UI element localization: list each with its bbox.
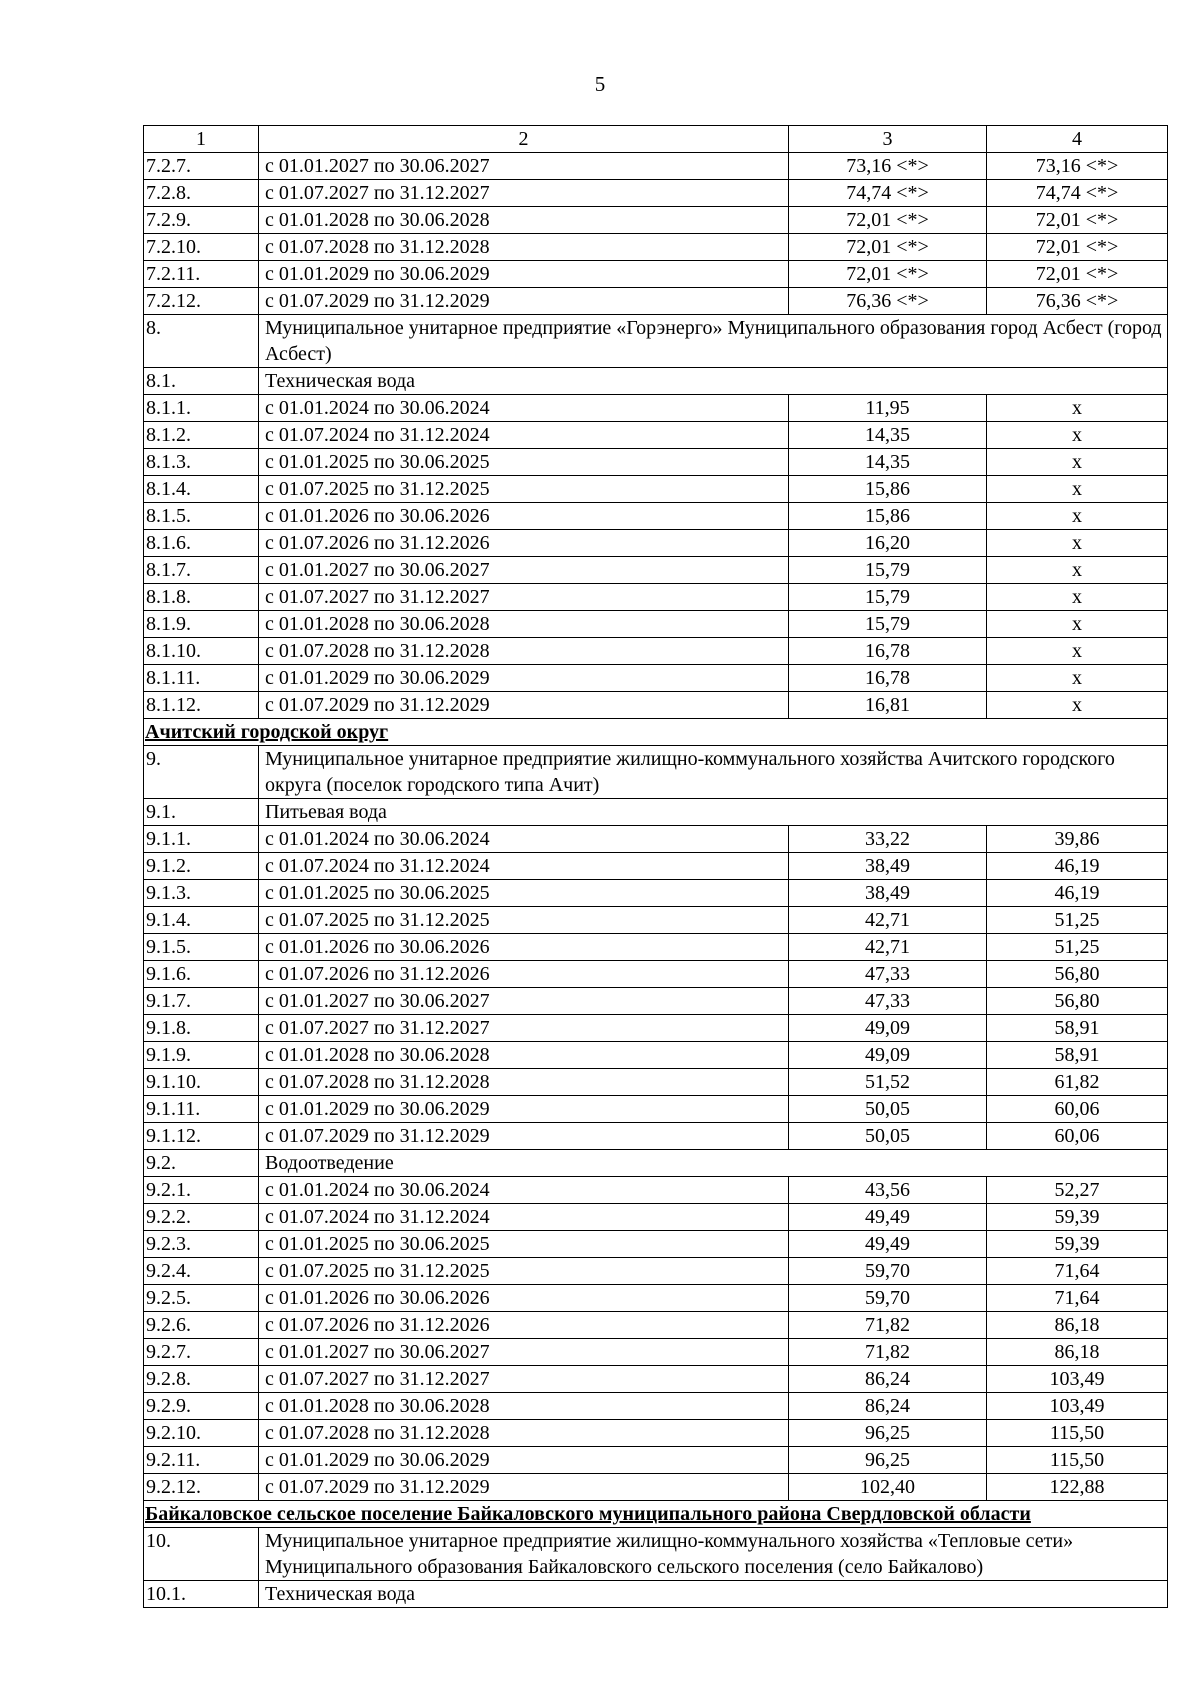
service-row (144, 799, 1168, 826)
tariff-vat-value-cell: 86,18 (987, 1312, 1168, 1339)
table-row (144, 288, 1168, 315)
service-name-cell: Техническая вода (259, 368, 1168, 395)
period-cell: с 01.01.2029 по 30.06.2029 (259, 1447, 789, 1474)
organization-row (144, 1528, 1168, 1581)
tariff-value-cell: 14,35 (789, 422, 987, 449)
tariff-vat-value-cell: х (987, 557, 1168, 584)
tariff-value-cell: 42,71 (789, 934, 987, 961)
row-number-cell: 9.1.4. (144, 907, 259, 934)
row-number-cell: 8.1.8. (144, 584, 259, 611)
service-row (144, 1150, 1168, 1177)
table-row (144, 961, 1168, 988)
row-number-cell: 7.2.10. (144, 234, 259, 261)
tariff-vat-value-cell: х (987, 692, 1168, 719)
tariff-vat-value-cell: 103,49 (987, 1366, 1168, 1393)
period-cell: с 01.07.2024 по 31.12.2024 (259, 422, 789, 449)
tariff-vat-value-cell: 58,91 (987, 1042, 1168, 1069)
tariff-vat-value-cell: 74,74 <*> (987, 180, 1168, 207)
period-cell: с 01.01.2025 по 30.06.2025 (259, 880, 789, 907)
row-number-cell: 8.1.3. (144, 449, 259, 476)
service-row (144, 368, 1168, 395)
tariff-value-cell: 38,49 (789, 880, 987, 907)
table-row (144, 1042, 1168, 1069)
table-row (144, 261, 1168, 288)
section-row (144, 1501, 1168, 1528)
tariff-table (143, 125, 1168, 1608)
tariff-vat-value-cell: х (987, 449, 1168, 476)
period-cell: с 01.01.2027 по 30.06.2027 (259, 988, 789, 1015)
tariff-vat-value-cell: х (987, 665, 1168, 692)
period-cell: с 01.01.2024 по 30.06.2024 (259, 826, 789, 853)
row-number-cell: 7.2.9. (144, 207, 259, 234)
tariff-vat-value-cell: 72,01 <*> (987, 234, 1168, 261)
period-cell: с 01.01.2024 по 30.06.2024 (259, 395, 789, 422)
table-row (144, 557, 1168, 584)
table-row (144, 1231, 1168, 1258)
tariff-value-cell: 16,81 (789, 692, 987, 719)
row-number-cell: 9. (144, 746, 259, 799)
table-row (144, 1123, 1168, 1150)
tariff-vat-value-cell: 76,36 <*> (987, 288, 1168, 315)
table-row (144, 153, 1168, 180)
row-number-cell: 9.1.9. (144, 1042, 259, 1069)
period-cell: с 01.01.2027 по 30.06.2027 (259, 1339, 789, 1366)
tariff-vat-value-cell: 59,39 (987, 1231, 1168, 1258)
row-number-cell: 8.1.5. (144, 503, 259, 530)
table-row (144, 853, 1168, 880)
row-number-cell: 8.1.6. (144, 530, 259, 557)
row-number-cell: 10.1. (144, 1581, 259, 1608)
table-row (144, 934, 1168, 961)
row-number-cell: 8.1.7. (144, 557, 259, 584)
row-number-cell: 9.1. (144, 799, 259, 826)
tariff-value-cell: 38,49 (789, 853, 987, 880)
period-cell: с 01.07.2026 по 31.12.2026 (259, 961, 789, 988)
row-number-cell: 8.1.1. (144, 395, 259, 422)
row-number-cell: 9.2.6. (144, 1312, 259, 1339)
period-cell: с 01.01.2029 по 30.06.2029 (259, 261, 789, 288)
tariff-value-cell: 72,01 <*> (789, 207, 987, 234)
table-row (144, 1177, 1168, 1204)
period-cell: с 01.07.2026 по 31.12.2026 (259, 1312, 789, 1339)
row-number-cell: 9.2.8. (144, 1366, 259, 1393)
tariff-value-cell: 76,36 <*> (789, 288, 987, 315)
tariff-vat-value-cell: х (987, 584, 1168, 611)
organization-row (144, 746, 1168, 799)
row-number-cell: 7.2.7. (144, 153, 259, 180)
row-number-cell: 8.1.11. (144, 665, 259, 692)
tariff-vat-value-cell: 51,25 (987, 907, 1168, 934)
table-row (144, 1312, 1168, 1339)
row-number-cell: 8.1.2. (144, 422, 259, 449)
tariff-value-cell: 50,05 (789, 1096, 987, 1123)
tariff-value-cell: 42,71 (789, 907, 987, 934)
page-number: 5 (594, 72, 606, 96)
period-cell: с 01.07.2028 по 31.12.2028 (259, 234, 789, 261)
table-row (144, 476, 1168, 503)
row-number-cell: 9.1.6. (144, 961, 259, 988)
table-row (144, 207, 1168, 234)
row-number-cell: 9.1.7. (144, 988, 259, 1015)
tariff-vat-value-cell: 72,01 <*> (987, 207, 1168, 234)
tariff-value-cell: 102,40 (789, 1474, 987, 1501)
tariff-value-cell: 49,09 (789, 1015, 987, 1042)
tariff-vat-value-cell: 115,50 (987, 1447, 1168, 1474)
period-cell: с 01.07.2027 по 31.12.2027 (259, 1366, 789, 1393)
tariff-vat-value-cell: 59,39 (987, 1204, 1168, 1231)
tariff-vat-value-cell: 103,49 (987, 1393, 1168, 1420)
row-number-cell: 7.2.11. (144, 261, 259, 288)
row-number-cell: 9.1.2. (144, 853, 259, 880)
row-number-cell: 9.1.8. (144, 1015, 259, 1042)
section-title-cell: Байкаловское сельское поселение Байкаловского муниципального района Свердловской области (144, 1501, 1168, 1528)
organization-name-cell: Муниципальное унитарное предприятие жилищно-коммунального хозяйства «Тепловые сети» Муниципального образования Байкаловского сельского поселения (село Байкалово) (259, 1528, 1168, 1581)
period-cell: с 01.07.2028 по 31.12.2028 (259, 638, 789, 665)
table-row (144, 826, 1168, 853)
tariff-vat-value-cell: 46,19 (987, 880, 1168, 907)
table-row (144, 988, 1168, 1015)
tariff-value-cell: 49,49 (789, 1231, 987, 1258)
period-cell: с 01.07.2029 по 31.12.2029 (259, 1474, 789, 1501)
table-row (144, 1420, 1168, 1447)
tariff-vat-value-cell: х (987, 395, 1168, 422)
section-row (144, 719, 1168, 746)
period-cell: с 01.07.2026 по 31.12.2026 (259, 530, 789, 557)
period-cell: с 01.07.2028 по 31.12.2028 (259, 1420, 789, 1447)
row-number-cell: 7.2.12. (144, 288, 259, 315)
period-cell: с 01.01.2027 по 30.06.2027 (259, 153, 789, 180)
table-row (144, 1393, 1168, 1420)
row-number-cell: 8. (144, 315, 259, 368)
period-cell: с 01.07.2024 по 31.12.2024 (259, 1204, 789, 1231)
table-row (144, 1285, 1168, 1312)
tariff-vat-value-cell: 61,82 (987, 1069, 1168, 1096)
tariff-value-cell: 16,20 (789, 530, 987, 557)
tariff-vat-value-cell: х (987, 638, 1168, 665)
tariff-value-cell: 15,79 (789, 557, 987, 584)
tariff-value-cell: 49,09 (789, 1042, 987, 1069)
period-cell: с 01.07.2025 по 31.12.2025 (259, 476, 789, 503)
tariff-vat-value-cell: 115,50 (987, 1420, 1168, 1447)
table-row (144, 665, 1168, 692)
tariff-value-cell: 59,70 (789, 1258, 987, 1285)
period-cell: с 01.07.2027 по 31.12.2027 (259, 1015, 789, 1042)
tariff-vat-value-cell: 46,19 (987, 853, 1168, 880)
row-number-cell: 9.2.10. (144, 1420, 259, 1447)
tariff-vat-value-cell: 51,25 (987, 934, 1168, 961)
tariff-vat-value-cell: 60,06 (987, 1123, 1168, 1150)
service-name-cell: Питьевая вода (259, 799, 1168, 826)
period-cell: с 01.07.2025 по 31.12.2025 (259, 907, 789, 934)
tariff-vat-value-cell: х (987, 611, 1168, 638)
period-cell: с 01.01.2028 по 30.06.2028 (259, 207, 789, 234)
table-row (144, 1474, 1168, 1501)
row-number-cell: 9.2.3. (144, 1231, 259, 1258)
tariff-value-cell: 15,79 (789, 611, 987, 638)
service-name-cell: Техническая вода (259, 1581, 1168, 1608)
row-number-cell: 9.1.5. (144, 934, 259, 961)
row-number-cell: 9.2.2. (144, 1204, 259, 1231)
table-row (144, 611, 1168, 638)
table-row (144, 530, 1168, 557)
period-cell: с 01.07.2027 по 31.12.2027 (259, 584, 789, 611)
tariff-value-cell: 16,78 (789, 665, 987, 692)
tariff-value-cell: 49,49 (789, 1204, 987, 1231)
row-number-cell: 9.1.11. (144, 1096, 259, 1123)
tariff-vat-value-cell: х (987, 476, 1168, 503)
tariff-value-cell: 11,95 (789, 395, 987, 422)
table-row (144, 395, 1168, 422)
period-cell: с 01.01.2027 по 30.06.2027 (259, 557, 789, 584)
row-number-cell: 9.2.11. (144, 1447, 259, 1474)
tariff-value-cell: 96,25 (789, 1447, 987, 1474)
table-row (144, 234, 1168, 261)
period-cell: с 01.01.2028 по 30.06.2028 (259, 1042, 789, 1069)
tariff-value-cell: 15,86 (789, 476, 987, 503)
tariff-vat-value-cell: 73,16 <*> (987, 153, 1168, 180)
tariff-vat-value-cell: х (987, 530, 1168, 557)
tariff-vat-value-cell: х (987, 422, 1168, 449)
tariff-value-cell: 73,16 <*> (789, 153, 987, 180)
tariff-value-cell: 14,35 (789, 449, 987, 476)
table-row (144, 1015, 1168, 1042)
row-number-cell: 8.1.4. (144, 476, 259, 503)
period-cell: с 01.01.2029 по 30.06.2029 (259, 665, 789, 692)
tariff-vat-value-cell: х (987, 503, 1168, 530)
service-row (144, 1581, 1168, 1608)
table-row (144, 1339, 1168, 1366)
row-number-cell: 9.2.9. (144, 1393, 259, 1420)
tariff-value-cell: 96,25 (789, 1420, 987, 1447)
tariff-value-cell: 15,86 (789, 503, 987, 530)
table-row (144, 1366, 1168, 1393)
period-cell: с 01.07.2029 по 31.12.2029 (259, 288, 789, 315)
tariff-vat-value-cell: 71,64 (987, 1258, 1168, 1285)
row-number-cell: 9.2.5. (144, 1285, 259, 1312)
tariff-value-cell: 72,01 <*> (789, 234, 987, 261)
tariff-value-cell: 71,82 (789, 1312, 987, 1339)
tariff-vat-value-cell: 56,80 (987, 961, 1168, 988)
tariff-value-cell: 43,56 (789, 1177, 987, 1204)
tariff-vat-value-cell: 122,88 (987, 1474, 1168, 1501)
row-number-cell: 9.1.3. (144, 880, 259, 907)
row-number-cell: 9.2. (144, 1150, 259, 1177)
table-row (144, 1447, 1168, 1474)
tariff-value-cell: 72,01 <*> (789, 261, 987, 288)
tariff-table-body (144, 126, 1168, 1608)
tariff-value-cell: 16,78 (789, 638, 987, 665)
period-cell: с 01.07.2029 по 31.12.2029 (259, 1123, 789, 1150)
table-row (144, 449, 1168, 476)
tariff-vat-value-cell: 58,91 (987, 1015, 1168, 1042)
period-cell: с 01.07.2028 по 31.12.2028 (259, 1069, 789, 1096)
table-row (144, 503, 1168, 530)
period-cell: с 01.01.2026 по 30.06.2026 (259, 934, 789, 961)
table-row (144, 880, 1168, 907)
table-row (144, 1069, 1168, 1096)
period-cell: с 01.07.2029 по 31.12.2029 (259, 692, 789, 719)
header-cell: 1 (144, 126, 259, 153)
tariff-value-cell: 47,33 (789, 988, 987, 1015)
tariff-vat-value-cell: 71,64 (987, 1285, 1168, 1312)
row-number-cell: 10. (144, 1528, 259, 1581)
organization-name-cell: Муниципальное унитарное предприятие жилищно-коммунального хозяйства Ачитского городского округа (поселок городского типа Ачит) (259, 746, 1168, 799)
tariff-vat-value-cell: 56,80 (987, 988, 1168, 1015)
table-row (144, 638, 1168, 665)
tariff-value-cell: 33,22 (789, 826, 987, 853)
tariff-value-cell: 71,82 (789, 1339, 987, 1366)
tariff-vat-value-cell: 86,18 (987, 1339, 1168, 1366)
period-cell: с 01.07.2025 по 31.12.2025 (259, 1258, 789, 1285)
period-cell: с 01.01.2028 по 30.06.2028 (259, 611, 789, 638)
tariff-vat-value-cell: 52,27 (987, 1177, 1168, 1204)
row-number-cell: 8.1. (144, 368, 259, 395)
period-cell: с 01.01.2025 по 30.06.2025 (259, 1231, 789, 1258)
table-row (144, 907, 1168, 934)
row-number-cell: 9.1.1. (144, 826, 259, 853)
table-row (144, 1204, 1168, 1231)
tariff-vat-value-cell: 39,86 (987, 826, 1168, 853)
row-number-cell: 8.1.12. (144, 692, 259, 719)
header-cell: 4 (987, 126, 1168, 153)
service-name-cell: Водоотведение (259, 1150, 1168, 1177)
organization-name-cell: Муниципальное унитарное предприятие «Горэнерго» Муниципального образования город Асбест (город Асбест) (259, 315, 1168, 368)
table-row (144, 422, 1168, 449)
table-row (144, 692, 1168, 719)
period-cell: с 01.01.2024 по 30.06.2024 (259, 1177, 789, 1204)
tariff-value-cell: 15,79 (789, 584, 987, 611)
period-cell: с 01.01.2028 по 30.06.2028 (259, 1393, 789, 1420)
row-number-cell: 9.2.1. (144, 1177, 259, 1204)
period-cell: с 01.01.2026 по 30.06.2026 (259, 503, 789, 530)
row-number-cell: 9.2.7. (144, 1339, 259, 1366)
tariff-value-cell: 51,52 (789, 1069, 987, 1096)
period-cell: с 01.07.2027 по 31.12.2027 (259, 180, 789, 207)
tariff-value-cell: 50,05 (789, 1123, 987, 1150)
section-title-cell: Ачитский городской округ (144, 719, 1168, 746)
table-row (144, 584, 1168, 611)
row-number-cell: 9.1.12. (144, 1123, 259, 1150)
tariff-value-cell: 59,70 (789, 1285, 987, 1312)
row-number-cell: 8.1.10. (144, 638, 259, 665)
table-header-row (144, 126, 1168, 153)
row-number-cell: 9.2.4. (144, 1258, 259, 1285)
period-cell: с 01.01.2029 по 30.06.2029 (259, 1096, 789, 1123)
row-number-cell: 9.2.12. (144, 1474, 259, 1501)
row-number-cell: 7.2.8. (144, 180, 259, 207)
table-row (144, 1258, 1168, 1285)
tariff-vat-value-cell: 72,01 <*> (987, 261, 1168, 288)
tariff-value-cell: 86,24 (789, 1366, 987, 1393)
period-cell: с 01.07.2024 по 31.12.2024 (259, 853, 789, 880)
tariff-value-cell: 86,24 (789, 1393, 987, 1420)
period-cell: с 01.01.2026 по 30.06.2026 (259, 1285, 789, 1312)
organization-row (144, 315, 1168, 368)
table-row (144, 1096, 1168, 1123)
table-row (144, 180, 1168, 207)
tariff-vat-value-cell: 60,06 (987, 1096, 1168, 1123)
period-cell: с 01.01.2025 по 30.06.2025 (259, 449, 789, 476)
header-cell: 3 (789, 126, 987, 153)
tariff-value-cell: 47,33 (789, 961, 987, 988)
header-cell: 2 (259, 126, 789, 153)
tariff-value-cell: 74,74 <*> (789, 180, 987, 207)
row-number-cell: 8.1.9. (144, 611, 259, 638)
row-number-cell: 9.1.10. (144, 1069, 259, 1096)
